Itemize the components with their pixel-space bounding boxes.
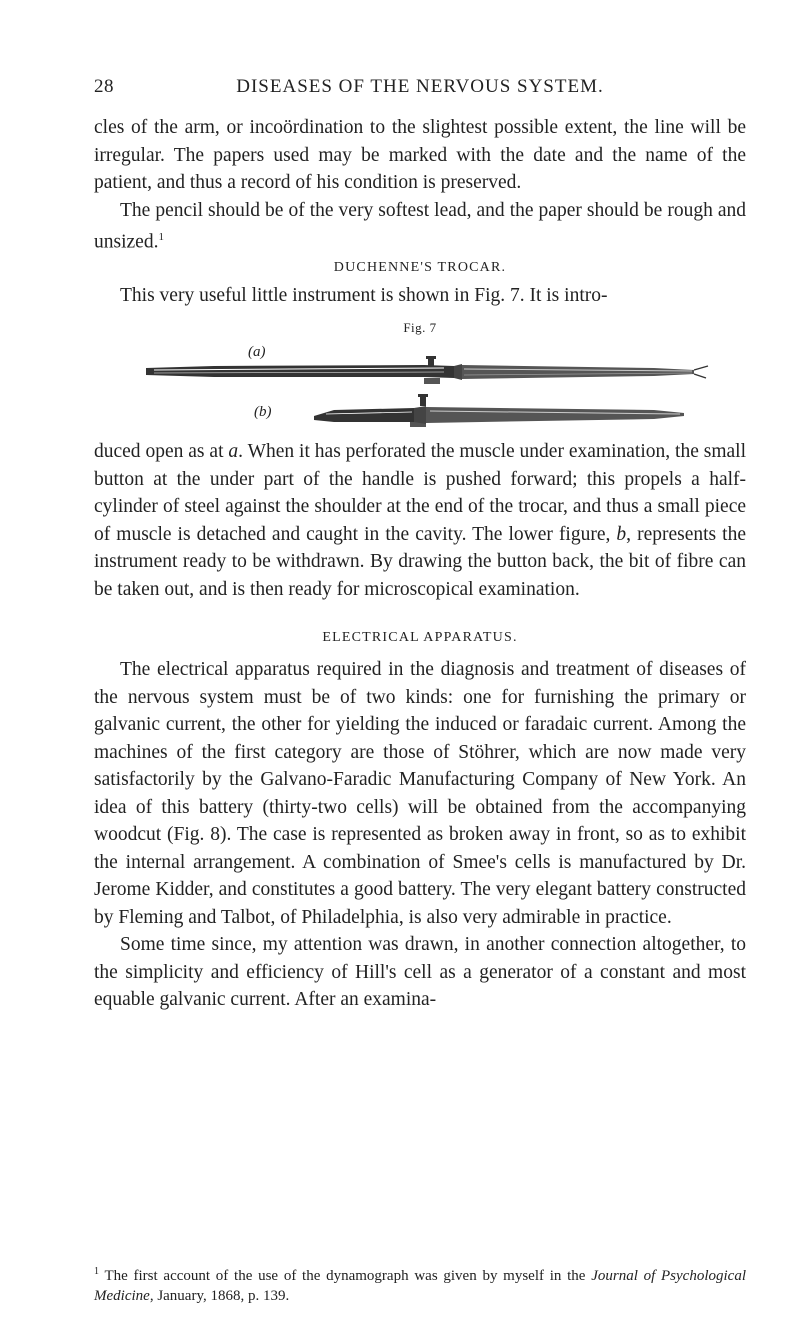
figure-ref-b: b bbox=[616, 523, 627, 545]
trocar-description bbox=[94, 438, 746, 603]
section-heading-trocar: DUCHENNE'S TROCAR. bbox=[333, 260, 507, 275]
footnote-journal-title: Journal of Psychological Medicine bbox=[94, 1268, 746, 1304]
footnote-text: The first account of the use of the dynamograph was given by myself in the bbox=[104, 1268, 592, 1284]
paragraph-text: . When it has perforated the muscle under examination, the small button at the under part of the handle is pushed forward; this propels a half-cylinder of steel against the shoulder at the end of the trocar, and thus a small piece of muscle is detached and caught in the cavity. The lower figure, bbox=[94, 441, 746, 545]
paragraph-electrical-apparatus bbox=[94, 656, 746, 931]
paragraph-text: Some time since, my attention was drawn, in another connection altogether, to the simplicity and efficiency of Hill's cell as a generator of a constant and most equable galvanic current. After an examina- bbox=[94, 934, 746, 1010]
paragraph-hills-cell bbox=[94, 931, 746, 1014]
trocar-intro bbox=[94, 282, 746, 310]
trocar-closed-drawing bbox=[314, 394, 684, 427]
figure-ref-a: a bbox=[228, 441, 239, 462]
paragraph-text: , represents the instrument ready to be withdrawn. By drawing the button back, the bit of fibre can be taken out, and is then ready for microscopical examination. bbox=[94, 523, 746, 600]
paragraph-continued bbox=[94, 114, 746, 197]
electrical-text bbox=[94, 656, 746, 1014]
running-title: DISEASES OF THE NERVOUS SYSTEM. bbox=[236, 76, 604, 97]
trocar-open-drawing bbox=[146, 356, 708, 384]
footnote-ref: 1 bbox=[158, 231, 164, 243]
footnote-text: , January, 1868, p. 139. bbox=[149, 1288, 290, 1304]
section-heading-electrical: ELECTRICAL APPARATUS. bbox=[322, 630, 518, 645]
paragraph-text: The electrical apparatus required in the diagnosis and treatment of diseases of the nervous system must be of two kinds: one for furnishing the primary or galvanic current, the other for yielding the induced or faradaic current. Among the machines of the first category are those of Stöhrer, which are now made very satisfactorily by the Galvano-Faradic Manufacturing Company of New York. An idea of this battery (thirty-two cells) will be obtained from the accompanying woodcut (Fig. 8). The case is represented as broken away in front, so as to exhibit the internal arrangement. A combination of Smee's cells is manufactured by Dr. Jerome Kidder, and constitutes a good battery. The very elegant battery constructed by Fleming and Talbot, of Philadelphia, is also very admirable in practice. bbox=[94, 659, 746, 928]
figure-label-a: (a) bbox=[248, 344, 266, 360]
running-head bbox=[94, 76, 746, 106]
paragraph-text: This very useful little instrument is shown in Fig. 7. It is intro- bbox=[120, 285, 608, 306]
paragraph-text: duced open as at bbox=[94, 441, 229, 462]
figure-label-b: (b) bbox=[254, 404, 272, 420]
footnote bbox=[94, 1262, 746, 1306]
paragraph-trocar-intro bbox=[94, 282, 746, 310]
paragraph-text: cles of the arm, or incoördination to the slightest possible extent, the line will be irregular. The papers used may be marked with the date and the name of the patient, and thus a record of his condition is preserved. bbox=[94, 117, 746, 193]
page-number: 28 bbox=[94, 76, 114, 97]
paragraph-trocar-description bbox=[94, 438, 746, 603]
figure-trocar bbox=[94, 330, 746, 430]
figure-caption: Fig. 7 bbox=[403, 320, 437, 335]
paragraph-pencil bbox=[94, 197, 746, 257]
opening-text bbox=[94, 114, 746, 256]
paragraph-text: The pencil should be of the very softest lead, and the paper should be rough and unsized. bbox=[94, 199, 746, 253]
footnote-marker: 1 bbox=[94, 1266, 99, 1277]
trocar-illustration bbox=[94, 330, 746, 430]
